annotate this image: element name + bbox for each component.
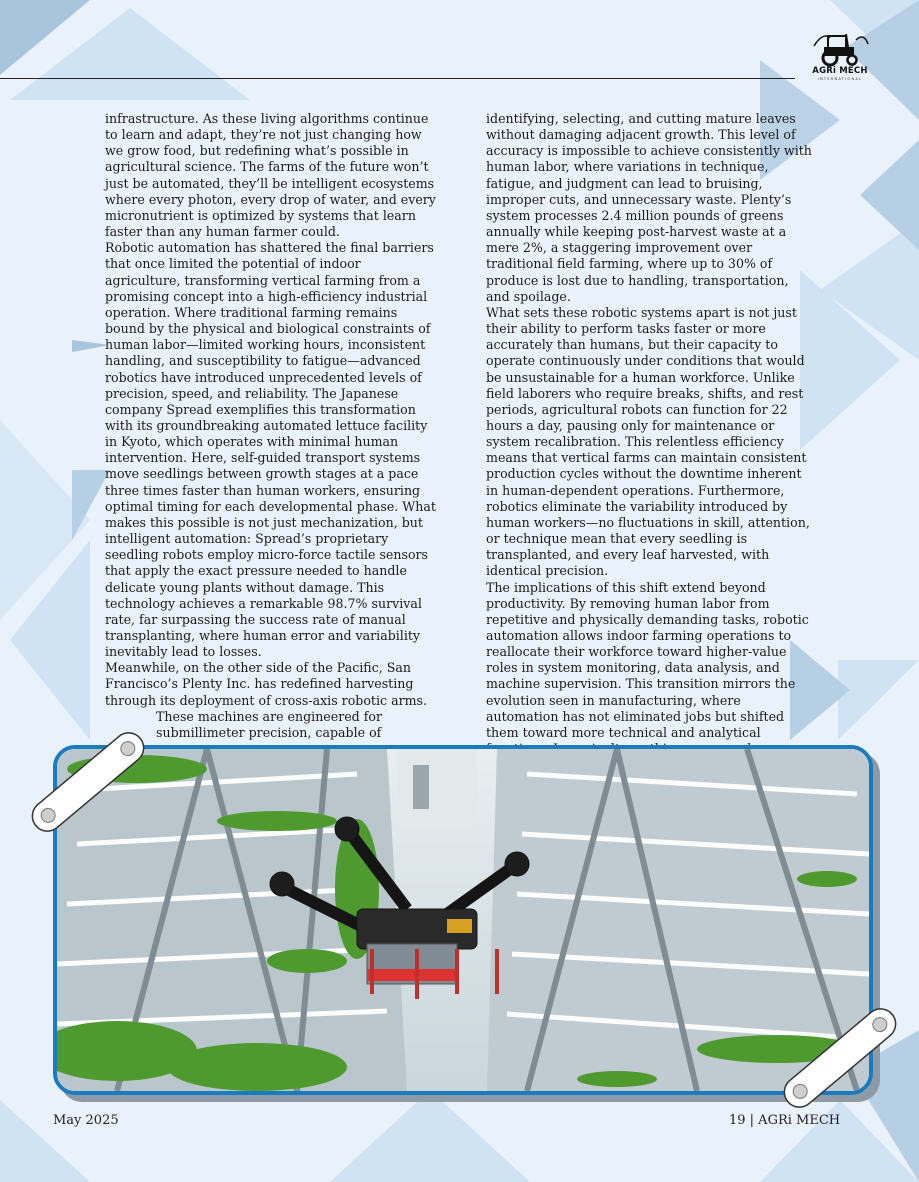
logo-subtitle: INTERNATIONAL: [817, 77, 863, 81]
logo-wordmark: AGRi MECH: [812, 66, 868, 76]
article-column-right: [486, 111, 812, 773]
paragraph: infrastructure. As these living algorithms continue to learn and adapt, they’re not just changing how we grow food, but redefining what’s possible in agricultural science. The farms of the future won’t just be automated, they’ll be intelligent ecosystems where every photon, every drop of water, and every micronutrient is optimized by systems that learn faster than any human farmer could.: [105, 111, 436, 240]
header-rule: [0, 78, 795, 79]
paper-clip-decoration-bottom: [770, 988, 910, 1128]
paragraph-indented: These machines are engineered for submillimeter precision, capable of: [156, 708, 383, 740]
paragraph: What sets these robotic systems apart is not just their ability to perform tasks faster or more accurately than humans, but their capacity to operate continuously under conditions that would be unsustainable for a human workforce. Unlike field laborers who require breaks, shifts, and rest periods, agricultural robots can function for 22 hours a day, pausing only for maintenance or system recalibration. This relentless efficiency means that vertical farms can maintain consistent production cycles without the downtime inherent in human-dependent operations. Furthermore, robotics eliminate the variability introduced by human workers—no fluctuations in skill, attention, or technique mean that every seedling is transplanted, and every leaf harvested, with identical precision.: [486, 304, 810, 579]
paper-clip-decoration-top: [18, 712, 158, 852]
paragraph: Meanwhile, on the other side of the Pacific, San Francisco’s Plenty Inc. has redefined harvesting through its deployment of cross-axis robotic arms.: [105, 660, 428, 708]
paragraph: The implications of this shift extend beyond productivity. By removing human labor from repetitive and physically demanding tasks, robotic automation allows indoor farming operations to reallocate their workforce toward higher-value roles in system monitoring, data analysis, and machine supervision. This transition mirrors the evolution seen in manufacturing, where automation has not eliminated jobs but shifted them toward more technical and analytical: [486, 579, 809, 740]
article-column-left: [105, 111, 437, 741]
footer-page-number: 19 | AGRi MECH: [729, 1113, 841, 1128]
article-photo: [53, 745, 873, 1095]
tractor-icon: [810, 28, 870, 88]
paragraph: identifying, selecting, and cutting mature leaves without damaging adjacent growth. This level of accuracy is impossible to achieve consistently with human labor, where variations in technique, fatigue, and judgment can lead to bruising, improper cuts, and unnecessary waste. Plenty’s system processes 2.4 million pounds of greens annually while keeping post-harvest waste at a mere 2%, a staggering improvement over traditional field farming, where up to 30% of produce is lost due to handling, transportation, and spoilage.: [486, 111, 812, 304]
footer-date: May 2025: [53, 1113, 119, 1128]
vertical-farm-drone-image: [57, 749, 869, 1091]
paragraph: Robotic automation has shattered the final barriers that once limited the potential of indoor agriculture, transforming vertical farming from a promising concept into a high-efficiency industrial operation. Where traditional farming remains bound by the physical and biological constraints of human labor—limited working hours, inconsistent handling, and susceptibility to fatigue—advanced robotics have introduced unprecedented levels of precision, speed, and reliability. The Japanese company Spread exemplifies this transformation with its groundbreaking automated lettuce facility in Kyoto, which operates with minimal human intervention. Here, self-guided transport systems move seedlings between growth stages at a pace three times faster than human workers, ensuring optimal timing for each developmental phase. What makes this possible is not just mechanization, but intelligent automation: Spread’s proprietary seedling robots employ micro-force tactile sensors that apply the exact pressure needed to handle delicate young plants without damage. This technology achieves a remarkable 98.7% survival rate, far surpassing the success rate of manual transplanting, where human error and variability inevitably lead to losses.: [105, 240, 436, 660]
